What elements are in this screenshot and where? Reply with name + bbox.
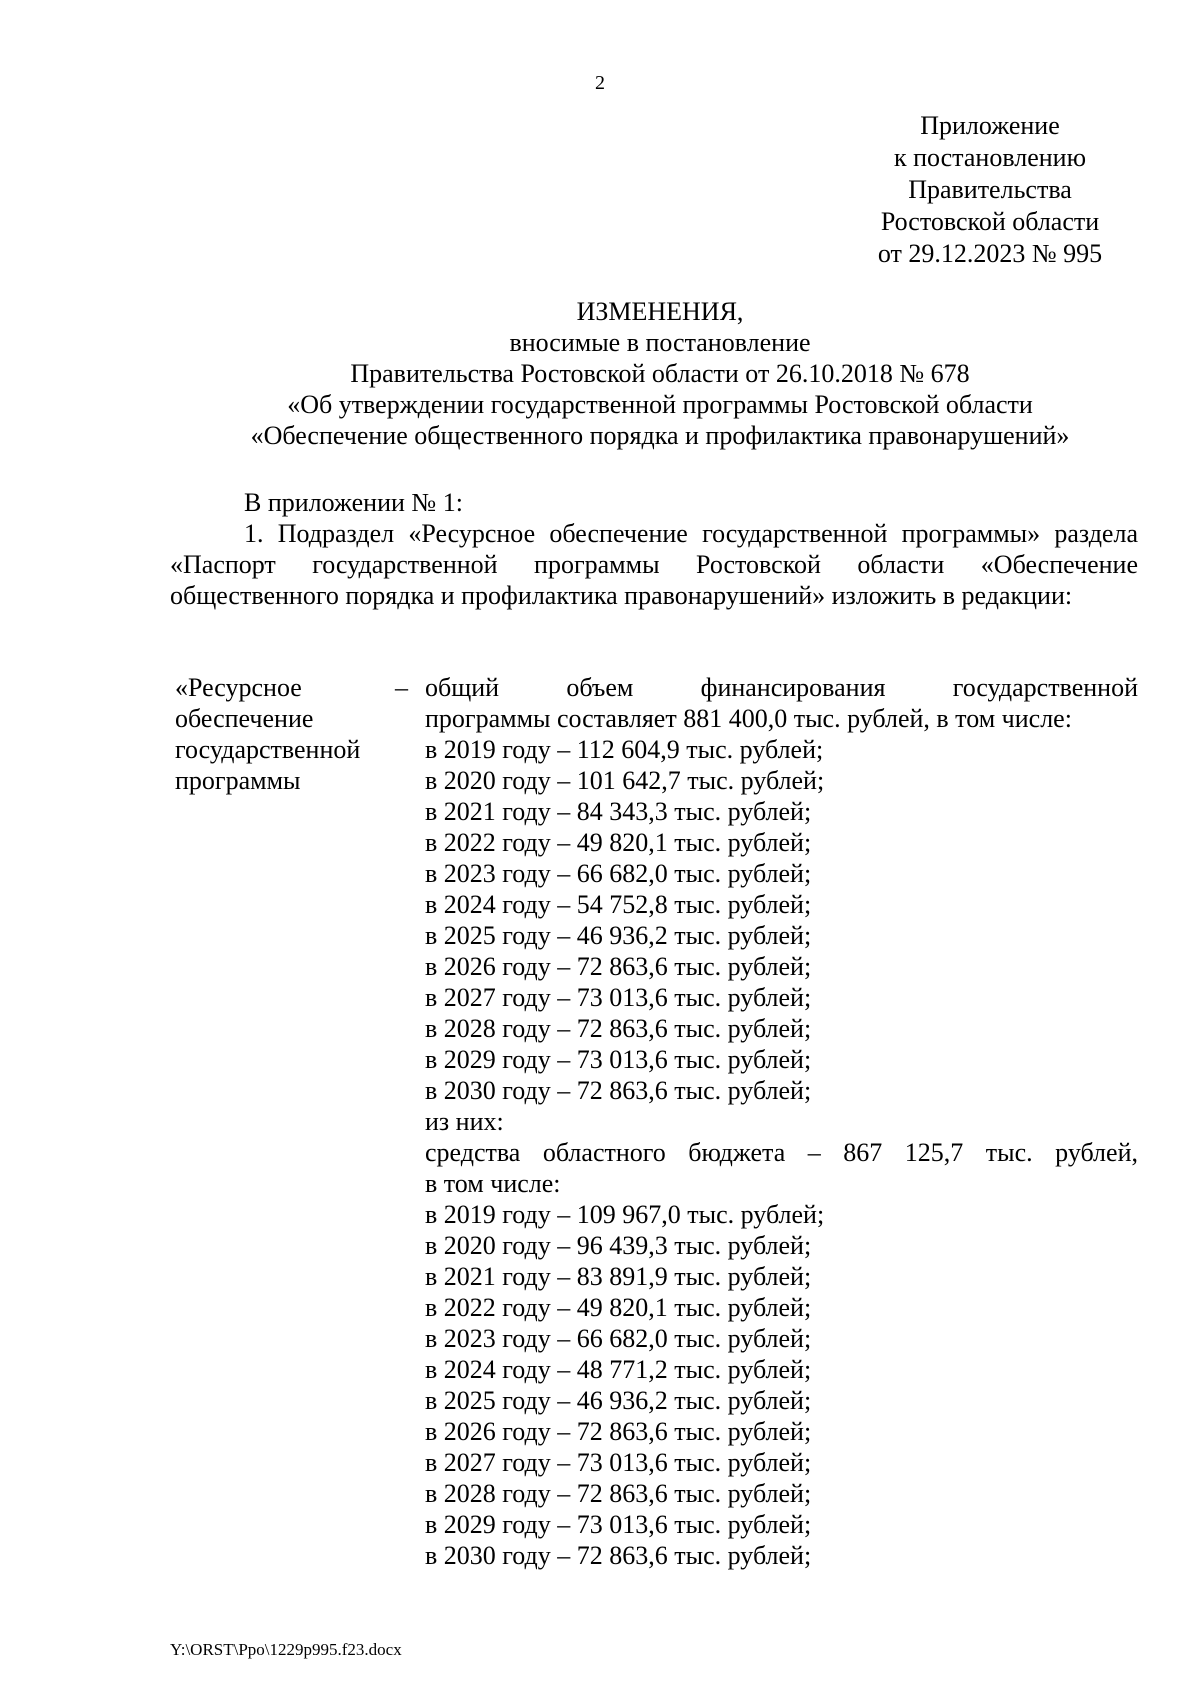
regional-year-line: в 2030 году – 72 863,6 тыс. рублей;	[425, 1541, 812, 1570]
resource-content	[425, 672, 1138, 1571]
regional-year-line: в 2020 году – 96 439,3 тыс. рублей;	[425, 1231, 812, 1260]
title-line: Правительства Ростовской области от 26.10.2018 № 678	[350, 359, 970, 388]
appendix-line: Правительства	[908, 175, 1072, 204]
total-year-line: в 2021 году – 84 343,3 тыс. рублей;	[425, 797, 812, 826]
total-year-line: в 2028 году – 72 863,6 тыс. рублей;	[425, 1014, 812, 1043]
regional-intro-line: в том числе:	[425, 1169, 561, 1198]
footer-file-path: Y:\ORST\Ppo\1229p995.f23.docx	[170, 1640, 402, 1659]
regional-year-line: в 2026 году – 72 863,6 тыс. рублей;	[425, 1417, 812, 1446]
title-line: вносимые в постановление	[509, 328, 811, 357]
regional-year-line: в 2021 году – 83 891,9 тыс. рублей;	[425, 1262, 812, 1291]
total-year-line: в 2026 году – 72 863,6 тыс. рублей;	[425, 952, 812, 981]
regional-year-line: в 2028 году – 72 863,6 тыс. рублей;	[425, 1479, 812, 1508]
page-number: 2	[595, 72, 605, 94]
appendix-header	[840, 110, 1140, 270]
resource-label-line: «Ресурсное	[175, 673, 302, 702]
regional-year-line: в 2027 году – 73 013,6 тыс. рублей;	[425, 1448, 812, 1477]
resource-label-line: программы	[175, 766, 301, 795]
regional-year-line: в 2025 году – 46 936,2 тыс. рублей;	[425, 1386, 812, 1415]
total-intro-line: программы составляет 881 400,0 тыс. рублей, в том числе:	[425, 704, 1072, 733]
document-title	[120, 296, 1200, 451]
regional-year-line: в 2029 году – 73 013,6 тыс. рублей;	[425, 1510, 812, 1539]
resource-label	[175, 672, 395, 796]
total-year-line: в 2023 году – 66 682,0 тыс. рублей;	[425, 859, 812, 888]
regional-year-line: в 2019 году – 109 967,0 тыс. рублей;	[425, 1200, 825, 1229]
regional-year-line: в 2022 году – 49 820,1 тыс. рублей;	[425, 1293, 812, 1322]
title-line: «Обеспечение общественного порядка и профилактика правонарушений»	[250, 421, 1070, 450]
total-year-line: в 2019 году – 112 604,9 тыс. рублей;	[425, 735, 824, 764]
appendix-line: Приложение	[920, 111, 1060, 140]
total-year-line: в 2025 году – 46 936,2 тыс. рублей;	[425, 921, 812, 950]
of-them-label: из них:	[425, 1107, 504, 1136]
title-heading: ИЗМЕНЕНИЯ,	[576, 297, 744, 326]
total-year-line: в 2030 году – 72 863,6 тыс. рублей;	[425, 1076, 812, 1105]
total-year-line: в 2022 году – 49 820,1 тыс. рублей;	[425, 828, 812, 857]
appendix-line: Ростовской области	[880, 207, 1100, 236]
total-year-line: в 2027 году – 73 013,6 тыс. рублей;	[425, 983, 812, 1012]
resource-dash: –	[395, 673, 408, 702]
regional-year-line: в 2024 году – 48 771,2 тыс. рублей;	[425, 1355, 812, 1384]
appendix-line: к постановлению	[893, 143, 1087, 172]
regional-year-line: в 2023 году – 66 682,0 тыс. рублей;	[425, 1324, 812, 1353]
total-intro-line: общий объем финансирования государственной	[425, 673, 1138, 702]
paragraph-1: 1. Подраздел «Ресурсное обеспечение государственной программы» раздела «Паспорт государственной программы Ростовской области «Обеспечение общественного порядка и профилактика правонарушений» изложить в редакции:	[170, 519, 1138, 610]
total-year-line: в 2024 году – 54 752,8 тыс. рублей;	[425, 890, 812, 919]
resource-label-line: государственной	[175, 735, 361, 764]
total-year-line: в 2020 году – 101 642,7 тыс. рублей;	[425, 766, 825, 795]
intro-paragraph: В приложении № 1:	[244, 488, 463, 517]
appendix-line: от 29.12.2023 № 995	[877, 239, 1103, 268]
resource-label-line: обеспечение	[175, 704, 314, 733]
total-year-line: в 2029 году – 73 013,6 тыс. рублей;	[425, 1045, 812, 1074]
title-line: «Об утверждении государственной программы Ростовской области	[287, 390, 1033, 419]
regional-intro-line: средства областного бюджета – 867 125,7 тыс. рублей,	[425, 1138, 1138, 1167]
